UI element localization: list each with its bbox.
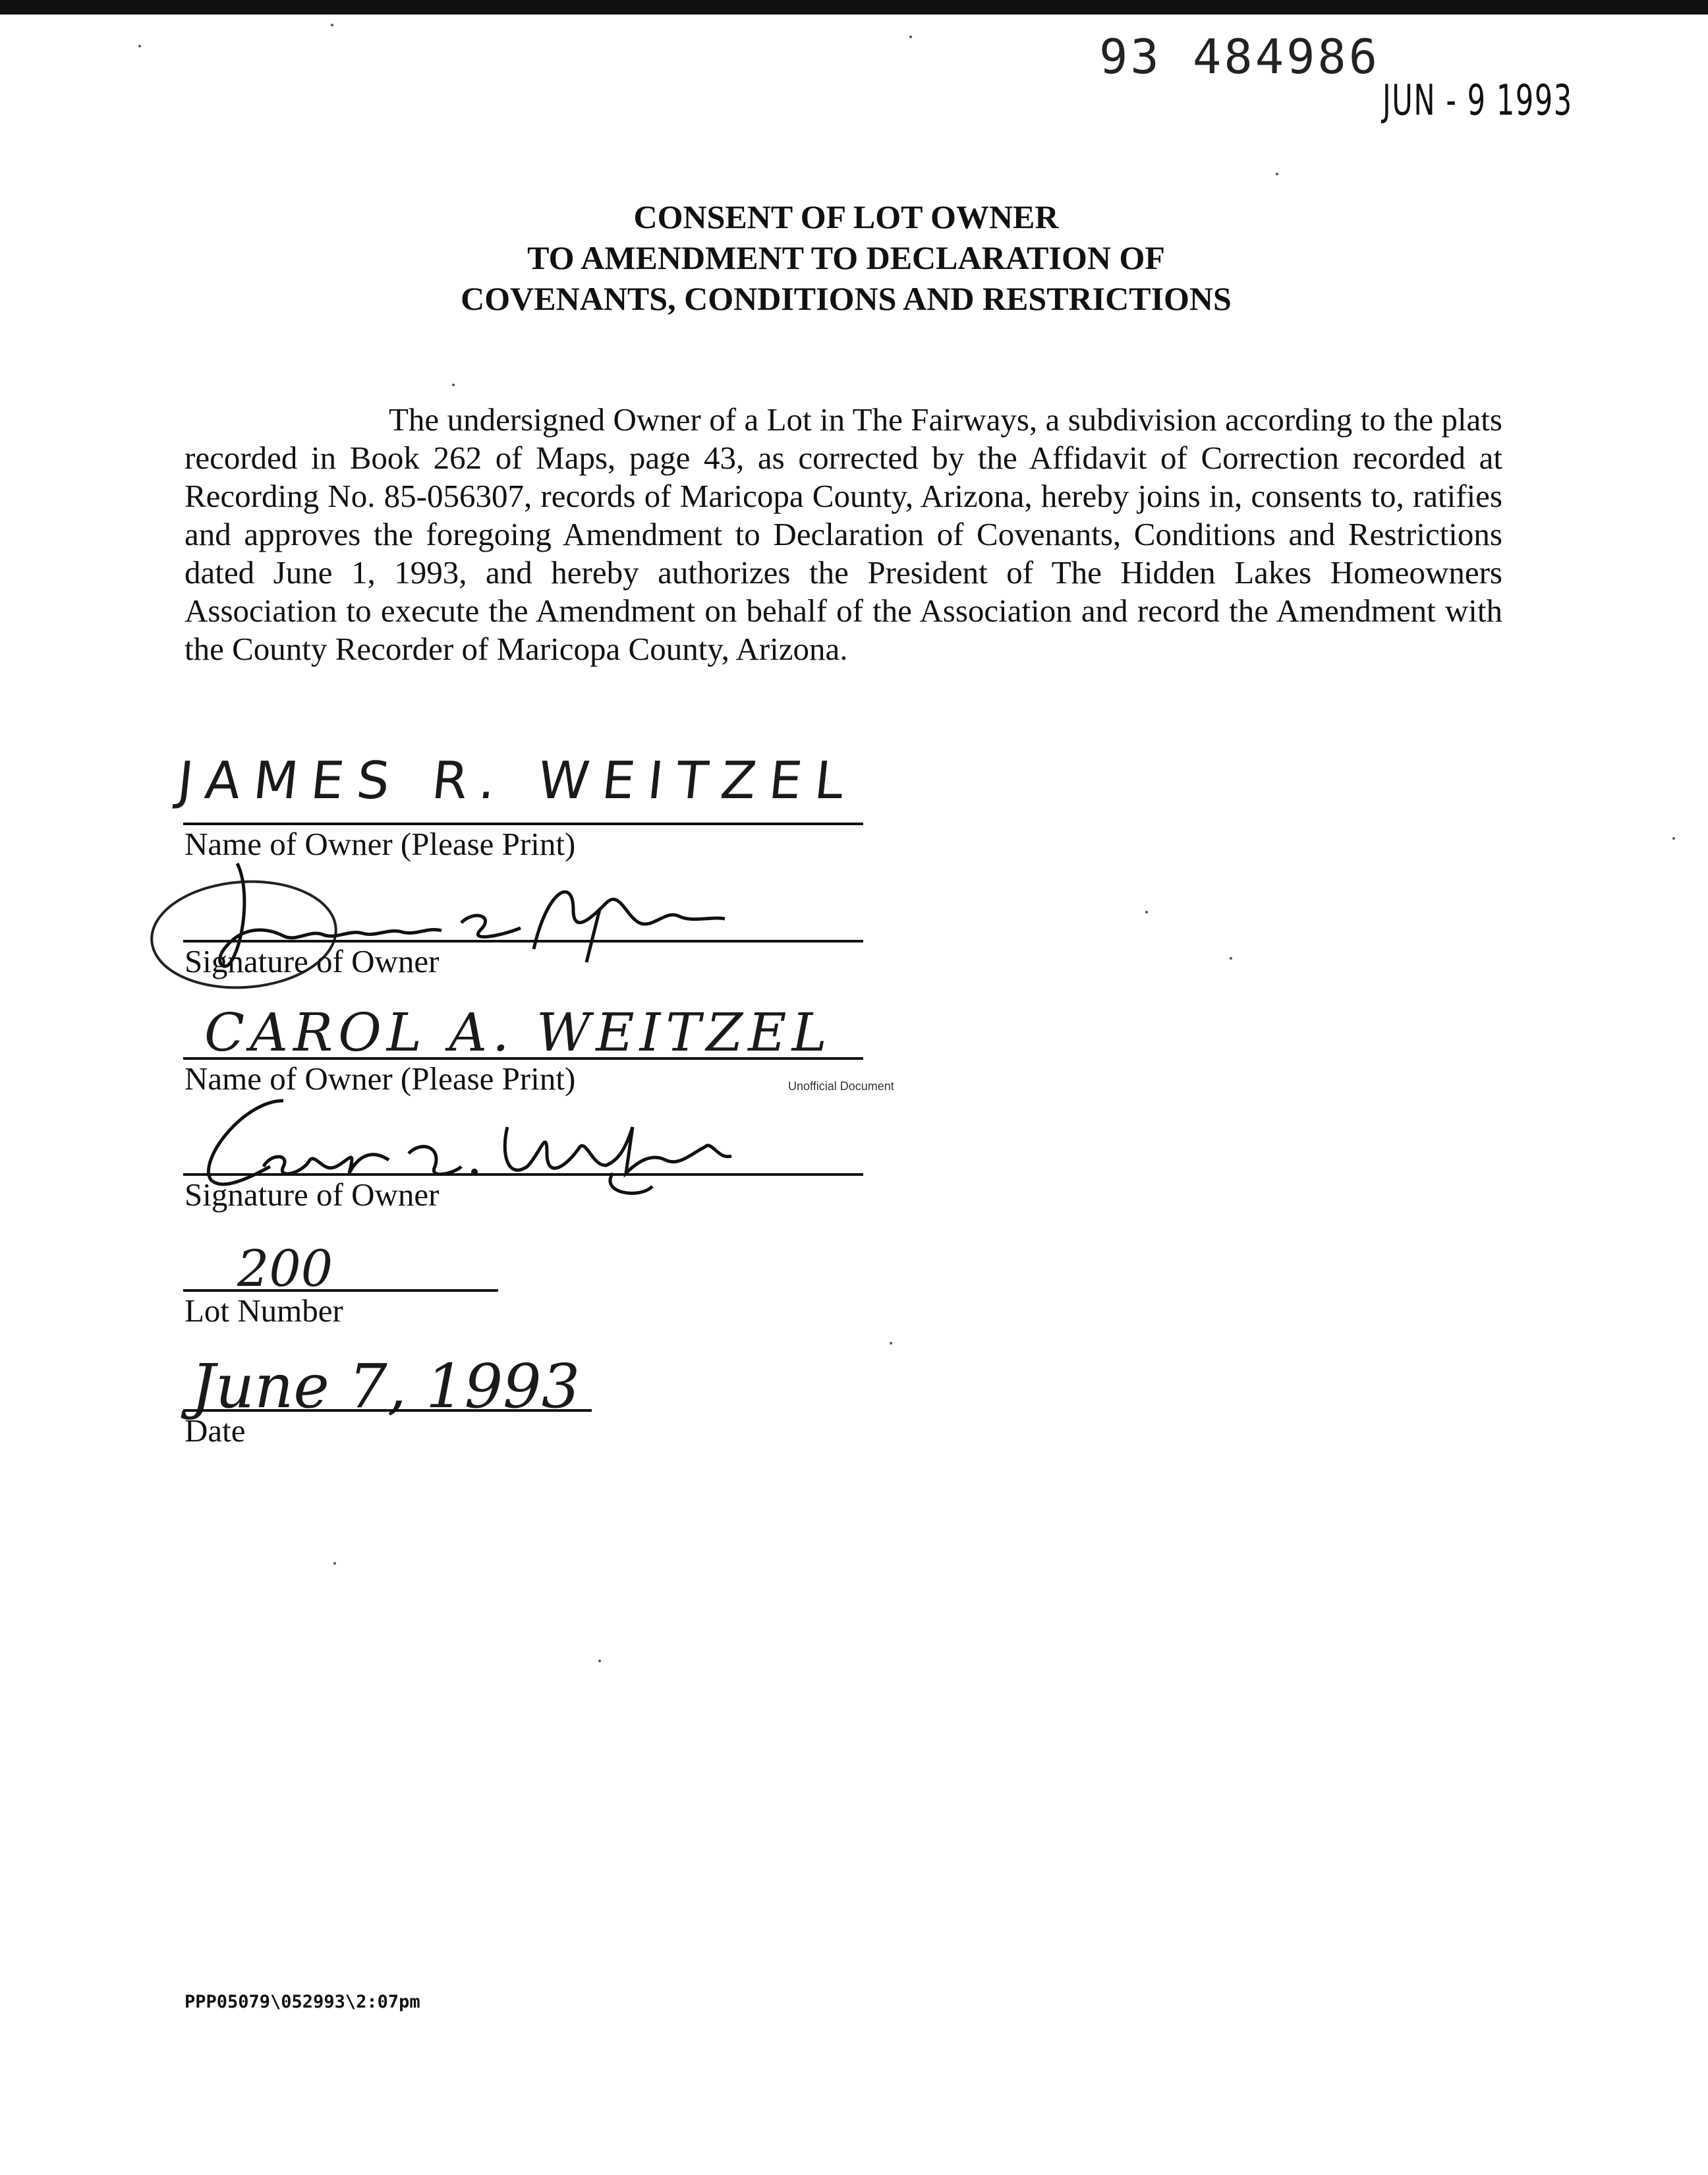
date-label: Date: [185, 1412, 246, 1449]
consent-paragraph: The undersigned Owner of a Lot in The Fairways, a subdivision according to the plats recorded in Book 262 of Maps, page 43, as corrected by the Affidavit of Correction recorded at Recording No. 85-056307, records of Maricopa County, Arizona, hereby joins in, consents to, ratifies and approves the foregoing Amendment to Declaration of Covenants, Conditions and Restrictions dated June 1, 1993, and hereby authorizes the President of The Hidden Lakes Homeowners Association to execute the Amendment on behalf of the Association and record the Amendment with the County Recorder of Maricopa County, Arizona.: [185, 401, 1502, 667]
scan-speck: [1276, 173, 1278, 175]
owner-1-signature-label: Signature of Owner: [185, 943, 440, 979]
scan-speck: [452, 384, 455, 386]
scan-top-edge: [0, 0, 1708, 14]
scan-speck: [331, 24, 333, 26]
scan-speck: [909, 36, 912, 38]
owner-1-name-label: Name of Owner (Please Print): [185, 826, 576, 862]
owner-2-name-label: Name of Owner (Please Print): [185, 1060, 576, 1097]
title-line-2: TO AMENDMENT TO DECLARATION OF: [527, 239, 1165, 276]
owner-2-signature-label: Signature of Owner: [185, 1176, 440, 1213]
signed-date-value: June 7, 1993: [191, 1351, 581, 1422]
scan-speck: [1230, 957, 1232, 960]
recording-number: 93 484986: [1099, 29, 1381, 84]
owner-1-printed-name: JAMES R. WEITZEL: [175, 751, 860, 811]
scan-speck: [890, 1342, 892, 1345]
recorded-date-stamp: JUN - 9 1993: [1382, 76, 1573, 125]
owner-2-printed-name: CAROL A. WEITZEL: [204, 1002, 832, 1063]
title-line-3: COVENANTS, CONDITIONS AND RESTRICTIONS: [461, 280, 1232, 317]
scan-speck: [138, 45, 141, 47]
scan-speck: [1145, 911, 1148, 914]
document-footer-code: PPP05079\052993\2:07pm: [185, 1992, 420, 2012]
lot-number-value: 200: [237, 1239, 333, 1298]
scan-speck: [333, 1562, 336, 1565]
document-title: [0, 196, 1692, 319]
lot-number-label: Lot Number: [185, 1292, 343, 1329]
unofficial-document-watermark: Unofficial Document: [788, 1080, 894, 1093]
scan-speck: [598, 1660, 601, 1662]
scan-speck: [1672, 837, 1675, 840]
title-line-1: CONSENT OF LOT OWNER: [633, 198, 1059, 235]
